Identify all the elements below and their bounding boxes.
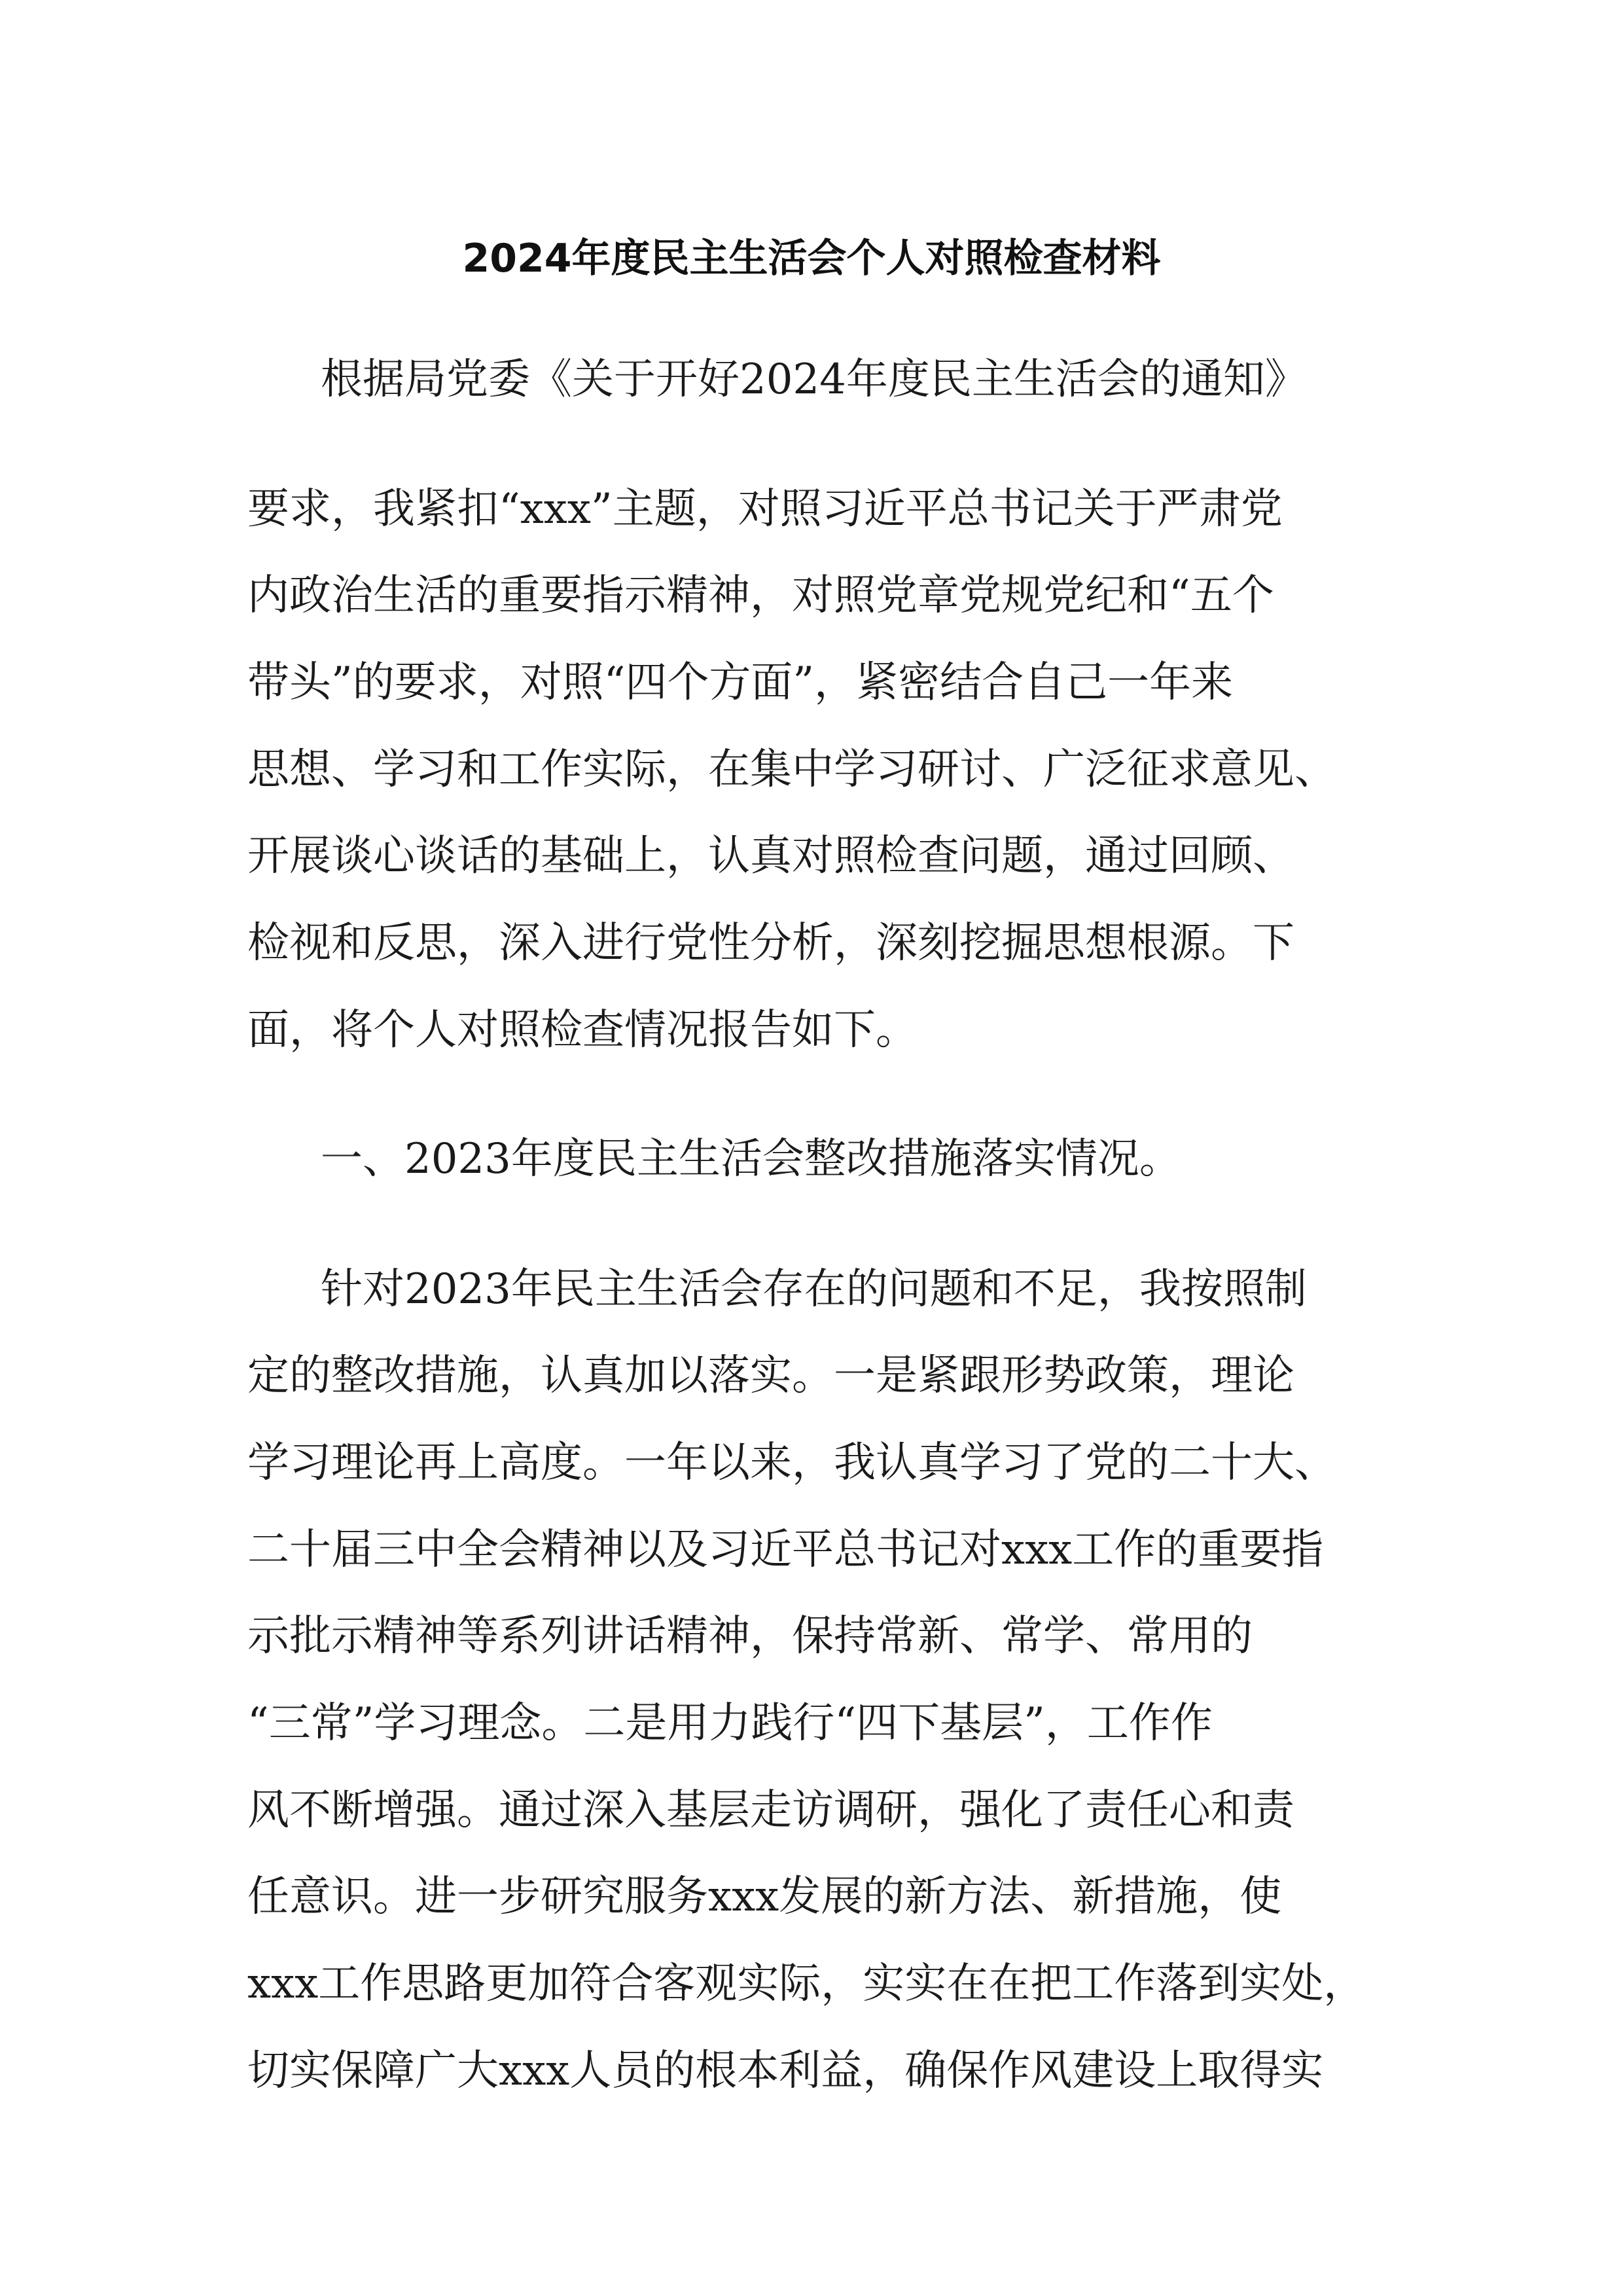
paragraph-line: 检视和反思，深入进行党性分析，深刻挖掘思想根源。下 — [247, 919, 1294, 967]
paragraph-line: “三常”学习理念。二是用力践行“四下基层”，工作作 — [247, 1699, 1213, 1748]
paragraph-line: 定的整改措施，认真加以落实。一是紧跟形势政策，理论 — [247, 1352, 1294, 1400]
paragraph-line: xxx工作思路更加符合客观实际，实实在在把工作落到实处， — [247, 1960, 1366, 2008]
paragraph-line: 切实保障广大xxx人员的根本利益，确保作风建设上取得实 — [247, 2047, 1324, 2095]
paragraph-line: 学习理论再上高度。一年以来，我认真学习了党的二十大、 — [247, 1439, 1336, 1487]
paragraph-line: 要求，我紧扣“xxx”主题，对照习近平总书记关于严肃党 — [247, 485, 1283, 533]
paragraph-line: 针对2023年民主生活会存在的问题和不足，我按照制 — [321, 1265, 1307, 1314]
paragraph-line: 面，将个人对照检查情况报告如下。 — [247, 1006, 918, 1054]
paragraph-line: 二十届三中全会精神以及习近平总书记对xxx工作的重要指 — [247, 1526, 1324, 1574]
paragraph-line: 思想、学习和工作实际，在集中学习研讨、广泛征求意见、 — [247, 745, 1336, 794]
paragraph-line: 风不断增强。通过深入基层走访调研，强化了责任心和责 — [247, 1786, 1294, 1835]
paragraph-line: 任意识。进一步研究服务xxx发展的新方法、新措施，使 — [247, 1873, 1282, 1921]
paragraph-line: 内政治生活的重要指示精神，对照党章党规党纪和“五个 — [247, 571, 1274, 620]
paragraph-line: 开展谈心谈话的基础上，认真对照检查问题，通过回顾、 — [247, 832, 1294, 880]
paragraph-line: 示批示精神等系列讲话精神，保持常新、常学、常用的 — [247, 1612, 1253, 1660]
section-heading: 一、2023年度民主生活会整改措施落实情况。 — [321, 1135, 1181, 1183]
paragraph-line: 根据局党委《关于开好2024年度民主生活会的通知》 — [321, 355, 1307, 404]
document-title: 2024年度民主生活会个人对照检查材料 — [462, 236, 1161, 281]
paragraph-line: 带头”的要求，对照“四个方面”，紧密结合自己一年来 — [247, 658, 1234, 707]
